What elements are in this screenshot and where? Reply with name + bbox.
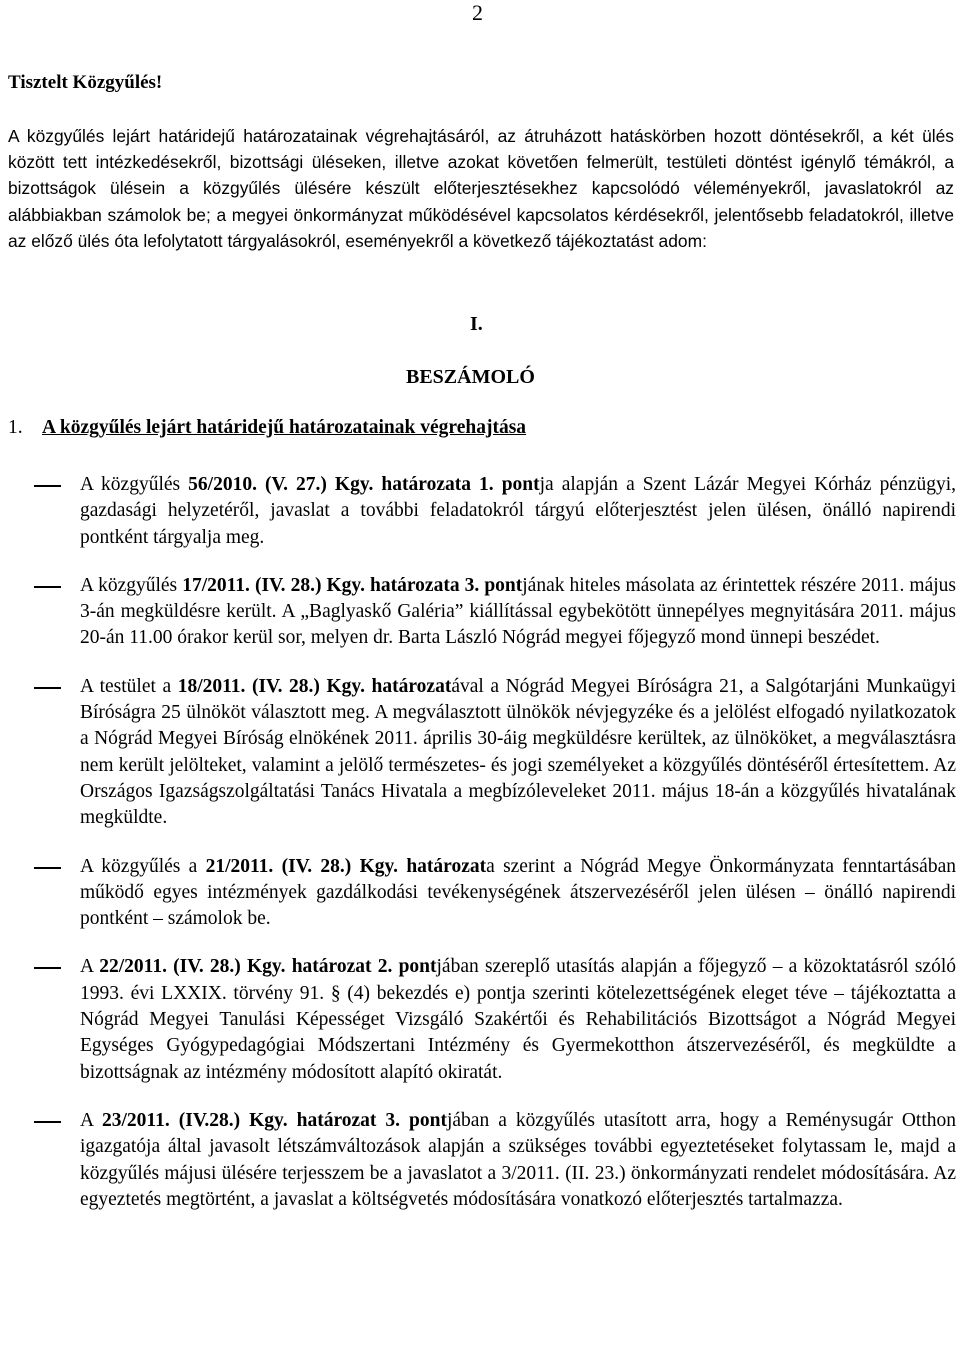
resolution-reference: 17/2011. (IV. 28.) Kgy. határozata 3. pont xyxy=(182,574,523,596)
item-text-part: A testület a xyxy=(80,675,178,697)
part-numeral: I. xyxy=(470,313,483,335)
item-text-part: a szerint a Nógrád Megye Önkormányzata fenntartásában működő egyes intézmények gazdálkodási tevékenységének átszervezéséről jelen ülésen – önálló napirendi pontként – számolok be. xyxy=(80,855,956,930)
list-item xyxy=(0,573,960,652)
item-text-part: ja alapján a Szent Lázár Megyei Kórház pénzügyi, gazdasági helyzetéről, javaslat a további feladatokról tárgyú előterjesztést jelen ülésen, önálló napirendi pontként tárgyalja meg. xyxy=(80,474,956,548)
dash-bullet-icon xyxy=(34,1121,61,1123)
dash-bullet-icon xyxy=(34,967,61,969)
dash-bullet-icon xyxy=(34,485,61,487)
list-item-text xyxy=(80,573,956,652)
resolution-reference: 21/2011. (IV. 28.) Kgy. határozat xyxy=(205,855,487,877)
dash-bullet-icon xyxy=(34,867,61,869)
resolution-reference: 23/2011. (IV.28.) Kgy. határozat 3. pont xyxy=(102,1109,447,1131)
item-text-part: jában a közgyűlés utasított arra, hogy a Reménysugár Otthon igazgatója által javasolt létszámváltozások alapján a szükséges további egyeztetéseket folytassam le, majd a közgyűlés májusi ülésére terjesszem be a javaslatot a 3/2011. (II. 23.) önkormányzati rendelet módosítására. Az egyeztetés megtörtént, a javaslat a költségvetés módosítására vonatkozó előterjesztés tartalmazza. xyxy=(80,1109,956,1210)
item-text-part: A xyxy=(80,1109,103,1131)
dash-bullet-icon xyxy=(34,586,61,588)
resolution-reference: 18/2011. (IV. 28.) Kgy. határozat xyxy=(177,675,452,697)
item-text-part: jában szereplő utasítás alapján a főjegyző – a közoktatásról szóló 1993. évi LXXIX. törvény 91. § (4) bekezdés e) pontja szerinti kötelezettségének eleget téve – tájékoztatta a Nógrád Megyei Tanulási Képességet Vizsgáló Szakértői és Rehabilitációs Bizottságot a Nógrád Megyei Egységes Gyógypedagógiai Módszertani Intézmény és Gyermekotthon átszervezéséről, és megküldte a bizottságnak az intézmény módosított alapító okiratát. xyxy=(80,956,956,1083)
page-number: 2 xyxy=(472,0,483,25)
list-item-text xyxy=(80,954,956,1085)
dash-bullet-icon xyxy=(34,687,61,689)
resolution-reference: 56/2010. (V. 27.) Kgy. határozata 1. pont xyxy=(188,474,540,495)
item-text-part: A xyxy=(80,956,100,978)
item-text-part: ával a Nógrád Megyei Bíróságra 21, a Salgótarjáni Munkaügyi Bíróságra 25 ülnököt választott meg. A megválasztott ülnökök névjegyzéke és a jelölést elfogadó nyilatkozatok a Nógrád Megyei Bíróság elnökének 2011. április 30-áig megküldésre kerültek, az ülnököket, a megválasztásra nem került jelölteket, valamint a jelölő természetes- és jogi személyeket a közgyűlés döntéséről értesítettem. Az Országos Igazságszolgáltatási Tanács Hivatala a megbízóleveleket 2011. május 18-án a közgyűlés hivatalának megküldte. xyxy=(80,675,957,829)
subsection-heading xyxy=(8,417,526,439)
list-item xyxy=(0,472,960,551)
list-item xyxy=(0,854,960,933)
item-text-part: A közgyűlés a xyxy=(80,855,206,877)
list-item-text xyxy=(80,674,956,832)
list-item xyxy=(0,674,960,832)
subsection-number: 1. xyxy=(8,417,23,438)
section-title: BESZÁMOLÓ xyxy=(406,366,535,388)
list-item xyxy=(0,954,960,1085)
resolution-reference: 22/2011. (IV. 28.) Kgy. határozat 2. pont xyxy=(99,956,437,978)
list-item-text xyxy=(80,1108,956,1213)
subsection-title: A közgyűlés lejárt határidejű határozatainak végrehajtása xyxy=(42,417,527,438)
item-text-part: jának hiteles másolata az érintettek részére 2011. május 3-án megküldésre került. A „Baglyaskő Galéria” kiállítással egybekötött ünnepélyes megnyitására 2011. május 20-án 11.00 órakor kerül sor, melyen dr. Barta László Nógrád megyei főjegyző mond ünnepi beszédet. xyxy=(80,574,956,649)
list-item xyxy=(0,1108,960,1213)
item-text-part: A közgyűlés xyxy=(80,574,183,596)
salutation-heading: Tisztelt Közgyűlés! xyxy=(8,72,163,93)
item-text-part: A közgyűlés xyxy=(80,474,189,495)
list-item-text xyxy=(80,472,956,551)
intro-paragraph: A közgyűlés lejárt határidejű határozatainak végrehajtásáról, az átruházott hatáskörben hozott döntésekről, a két ülés között tett intézkedésekről, bizottsági üléseken, illetve azokat követően felmerült, testületi döntést igénylő témákról, a bizottságok ülésein a közgyűlés ülésére készült előterjesztésekhez kapcsolódó véleményekről, javaslatokról az alábbiakban számolok be; a megyei önkormányzat működésével kapcsolatos kérdésekről, jelentősebb feladatokról, illetve az előző ülés óta lefolytatott tárgyalásokról, eseményekről a következő tájékoztatást adom: xyxy=(8,126,954,251)
list-item-text xyxy=(80,854,956,933)
resolution-list xyxy=(0,472,960,1235)
